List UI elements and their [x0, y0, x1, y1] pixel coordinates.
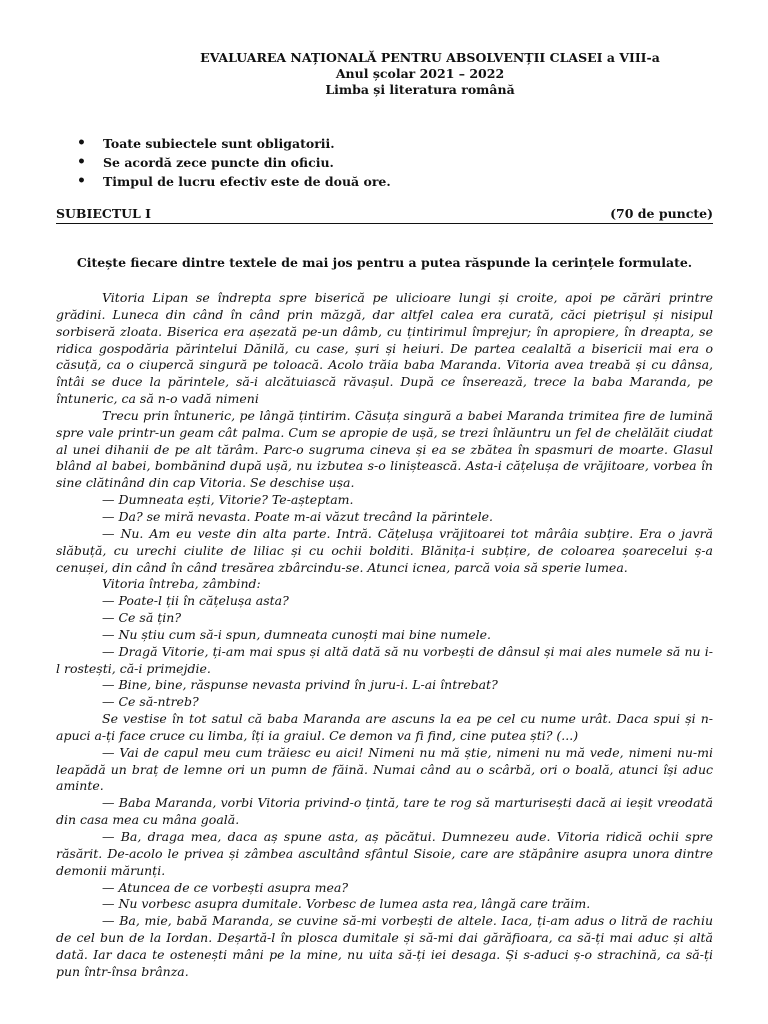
text-paragraph: Vitoria Lipan se îndrepta spre biserică pe ulicioare lungi și croite, apoi pe cărări printre grădini. Luneca din când în când prin măzgă, dar altfel calea era curată, căci pietrișul și nisipul sorbiseră zloata. Biserica era așezată pe-un dâmb, cu țintirimul împrejur; în apropiere, în dreapta, se ridica gospodăria părintelui Dănilă, cu case, șuri și heiuri. De partea cealaltă a bisericii mai era o căsuță, ca o ciupercă singură pe toloacă. Acolo trăia baba Maranda. Vitoria avea treabă și cu dânsa, întâi se duce la părintele, să-i alcătuiască răvașul. După ce înserează, trece la baba Maranda, pe întuneric, ca să n-o vadă nimeni	[56, 290, 713, 407]
text-paragraph: — Dragă Vitorie, ți-am mai spus și altă dată să nu vorbești de dânsul și mai ales numele să nu i-l rostești, că-i primejdie.	[56, 643, 713, 676]
instruction-text: Citește fiecare dintre textele de mai jos pentru a putea răspunde la cerințele formulate.	[76, 255, 693, 270]
text-paragraph: Se vestise în tot satul că baba Maranda are ascuns la ea pe cel cu nume urât. Daca spui și n-apuci a-ți face cruce cu limba, îți ia graiul. Ce demon va fi find, cine putea ști? (...)	[56, 711, 713, 743]
rules-list	[75, 134, 391, 191]
text-paragraph: — Ba, mie, babă Maranda, se cuvine să-mi vorbești de altele. Iaca, ți-am adus o litră de rachiu de cel bun de la Iordan. Deșartă-l în plosca dumitale și să-mi dai gărăfioara, ca să-ți mai aduc și altă dată. Iar daca te ostenești mâni pe la mine, nu uita să-ți iei desaga. Și s-aduci ș-o strachină, ca să-ți pun într-însa brânza.	[56, 913, 713, 979]
text-paragraph: Trecu prin întuneric, pe lângă țintirim. Căsuța singură a babei Maranda trimitea fire de lumină spre vale printr-un geam cât palma. Cum se apropie de ușă, se trezi înlăuntru un fel de chelălăit ciudat al unei dihanii de pe alt tărâm. Parc-o sugruma cineva și ea se zbătea în spasmuri de moarte. Glasul blând al babei, bombănind după ușă, nu izbutea s-o liniștească. Asta-i cățelușa de vrăjitoare, vorbea în sine clătinând din cap Vitoria. Se deschise ușa.	[56, 407, 713, 491]
subject-points: (70 de puncte)	[610, 206, 713, 221]
rule-item: • Timpul de lucru efectiv este de două ore.	[75, 172, 391, 191]
text-paragraph: — Ba, draga mea, daca aș spune asta, aș păcătui. Dumnezeu aude. Vitoria ridică ochii spre răsărit. De-acolo le privea și zâmbea ascultând sfântul Sisoie, care are stăpânire asupra unora dintre demonii mărunți.	[56, 829, 713, 878]
subject-name: Limba și literatura română	[325, 82, 515, 97]
rule-item: • Se acordă zece puncte din oficiu.	[75, 153, 391, 172]
text-paragraph: — Vai de capul meu cum trăiesc eu aici! Nimeni nu mă știe, nimeni nu mă vede, nimeni nu-mi leapădă un braț de lemne ori un pumn de făină. Numai când au o scârbă, ori o boală, atunci își aduc aminte.	[56, 744, 713, 794]
subject-heading	[56, 206, 713, 224]
text-paragraph: — Ce să țin?	[102, 610, 182, 626]
literary-text	[56, 290, 713, 981]
text-paragraph: — Poate-l ții în cățelușa asta?	[102, 593, 289, 609]
school-year: Anul școlar 2021 – 2022	[335, 66, 505, 81]
text-paragraph: — Nu vorbesc asupra dumitale. Vorbesc de lumea asta rea, lângă care trăim.	[102, 896, 591, 912]
rule-item: • Toate subiectele sunt obligatorii.	[75, 134, 391, 153]
subject-title: SUBIECTUL I	[56, 206, 152, 221]
exam-header	[150, 50, 690, 98]
text-paragraph: — Bine, bine, răspunse nevasta privind în juru-i. L-ai întrebat?	[102, 677, 498, 693]
text-paragraph: — Baba Maranda, vorbi Vitoria privind-o țintă, tare te rog să marturisești dacă ai ieșit vreodată din casa mea cu mâna goală.	[56, 795, 713, 828]
text-paragraph: — Da? se miră nevasta. Poate m-ai văzut trecând la părintele.	[102, 508, 493, 524]
text-paragraph: — Atuncea de ce vorbești asupra mea?	[102, 879, 349, 895]
text-paragraph: — Dumneata ești, Vitorie? Te-așteptam.	[102, 492, 354, 508]
text-paragraph: — Nu știu cum să-i spun, dumneata cunoști mai bine numele.	[102, 626, 492, 642]
text-paragraph: Vitoria întreba, zâmbind:	[102, 576, 261, 592]
exam-title: EVALUAREA NAȚIONALĂ PENTRU ABSOLVENȚII CLASEI a VIII-a	[200, 50, 660, 65]
text-paragraph: — Ce să-ntreb?	[102, 694, 199, 710]
text-paragraph: — Nu. Am eu veste din alta parte. Intră. Cățelușa vrăjitoarei tot mârâia subțire. Era o javră slăbuță, cu urechi ciulite de liliac și cu ochii bolditi. Blănița-i subțire, de coloarea șoarecelui ș-a cenușei, din când în când tresărea zbârcindu-se. Atunci icnea, parcă voia să sperie lumea.	[56, 525, 713, 575]
